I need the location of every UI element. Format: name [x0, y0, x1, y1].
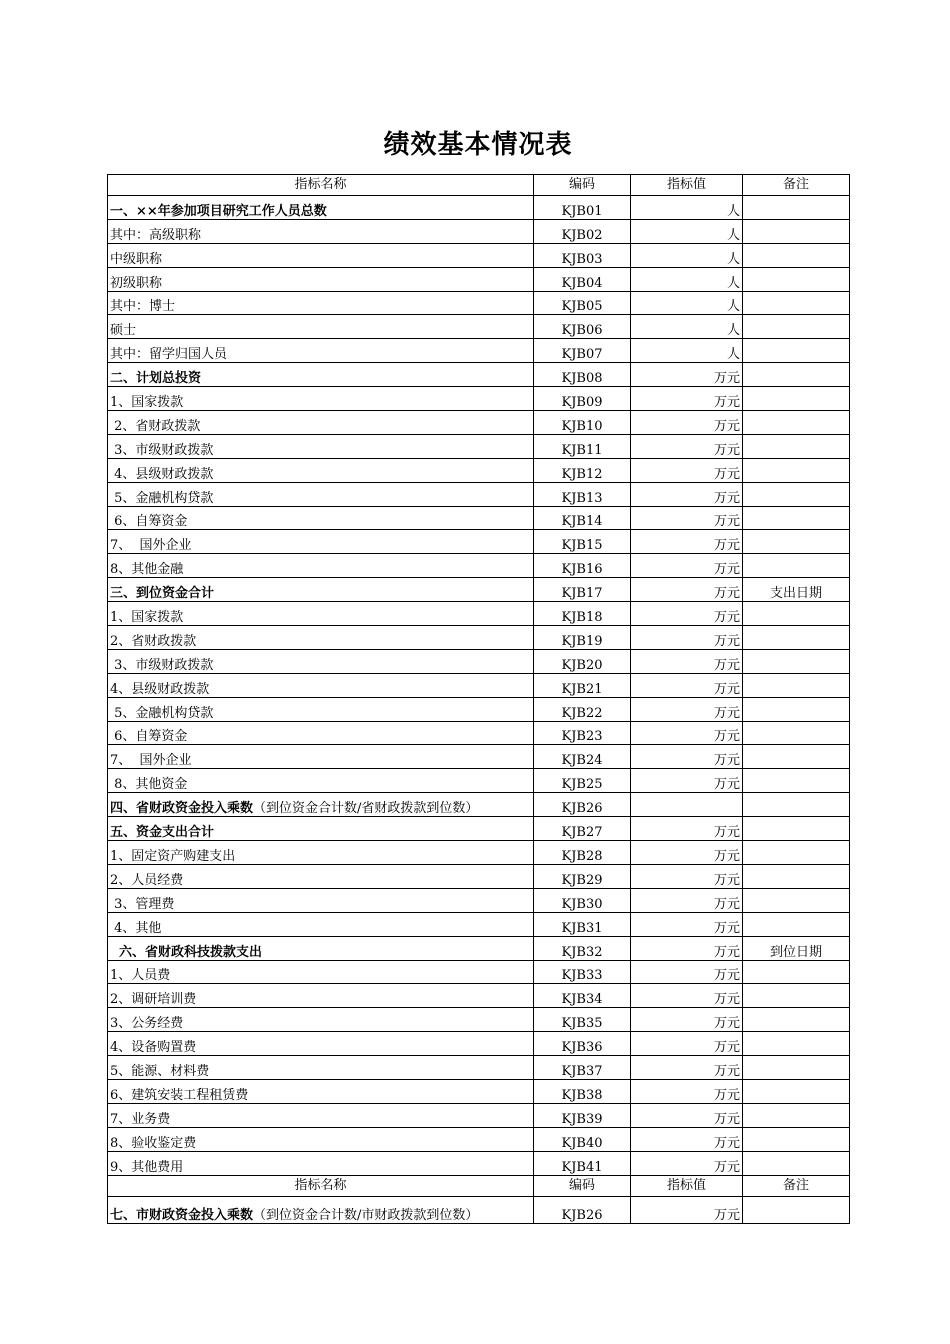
table-row: [108, 291, 850, 315]
indicator-name: [108, 1103, 534, 1127]
indicator-label: 其中：留学归国人员: [110, 347, 228, 363]
header-value: 指标值: [631, 175, 743, 196]
indicator-name: [108, 984, 534, 1008]
indicator-value[interactable]: 万元: [631, 578, 743, 602]
indicator-value[interactable]: 万元: [631, 411, 743, 435]
indicator-name: [108, 1127, 534, 1151]
table-row: [108, 315, 850, 339]
indicator-value[interactable]: 万元: [631, 673, 743, 697]
indicator-code: KJB04: [534, 267, 631, 291]
indicator-note[interactable]: [743, 793, 850, 817]
indicator-name: [108, 339, 534, 363]
indicator-value[interactable]: 万元: [631, 721, 743, 745]
indicator-value[interactable]: 万元: [631, 387, 743, 411]
indicator-label: 3、市级财政拨款: [110, 657, 214, 673]
indicator-value[interactable]: 万元: [631, 1079, 743, 1103]
table-row: [108, 339, 850, 363]
indicator-value[interactable]: 万元: [631, 888, 743, 912]
indicator-name: [108, 673, 534, 697]
indicator-value[interactable]: 万元: [631, 649, 743, 673]
indicator-value[interactable]: 万元: [631, 1151, 743, 1175]
indicator-note[interactable]: [743, 1196, 850, 1223]
indicator-code: KJB14: [534, 506, 631, 530]
indicator-name: [108, 267, 534, 291]
indicator-label: 9、其他费用: [110, 1159, 184, 1175]
indicator-name: [108, 793, 534, 817]
indicator-value[interactable]: 万元: [631, 626, 743, 650]
indicator-label: 4、县级财政拨款: [110, 681, 210, 697]
indicator-code: KJB08: [534, 363, 631, 387]
indicator-value[interactable]: 人: [631, 243, 743, 267]
indicator-value[interactable]: 万元: [631, 841, 743, 865]
indicator-value[interactable]: 万元: [631, 1196, 743, 1223]
indicator-code: KJB19: [534, 626, 631, 650]
indicator-note[interactable]: [743, 1008, 850, 1032]
indicator-note[interactable]: [743, 434, 850, 458]
indicator-label: 8、其他金融: [110, 562, 184, 578]
indicator-code: KJB25: [534, 769, 631, 793]
indicator-label: 3、市级财政拨款: [110, 442, 214, 458]
indicator-note[interactable]: [743, 411, 850, 435]
header-name: 指标名称: [108, 1175, 534, 1196]
indicator-label: 3、公务经费: [110, 1016, 184, 1032]
table-row: [108, 912, 850, 936]
indicator-note[interactable]: 支出日期: [743, 578, 850, 602]
table-row: [108, 984, 850, 1008]
indicator-note[interactable]: [743, 673, 850, 697]
indicator-code: KJB06: [534, 315, 631, 339]
indicator-label: 5、能源、材料费: [110, 1063, 210, 1079]
indicator-name: [108, 697, 534, 721]
indicator-name: [108, 315, 534, 339]
indicator-note[interactable]: [743, 888, 850, 912]
indicator-label: 1、国家拨款: [110, 395, 184, 411]
indicator-label: 二、计划总投资: [110, 371, 202, 387]
table-row: [108, 864, 850, 888]
indicator-label: 7、 国外企业: [110, 753, 192, 769]
indicator-name: [108, 578, 534, 602]
indicator-name: [108, 1196, 534, 1223]
indicator-name: [108, 745, 534, 769]
indicator-label: 四、省财政资金投入乘数: [110, 801, 254, 817]
indicator-note[interactable]: [743, 1103, 850, 1127]
indicator-note[interactable]: [743, 626, 850, 650]
indicator-value[interactable]: 人: [631, 339, 743, 363]
indicator-code: KJB05: [534, 291, 631, 315]
indicator-value[interactable]: 万元: [631, 434, 743, 458]
indicator-label: 8、验收鉴定费: [110, 1135, 197, 1151]
indicator-label: 6、建筑安装工程租赁费: [110, 1087, 249, 1103]
table-row: [108, 530, 850, 554]
indicator-value[interactable]: 万元: [631, 1127, 743, 1151]
indicator-label: 4、设备购置费: [110, 1040, 197, 1056]
indicator-code: KJB40: [534, 1127, 631, 1151]
indicator-label: 6、自筹资金: [110, 729, 188, 745]
indicator-name: [108, 912, 534, 936]
indicator-value[interactable]: 万元: [631, 554, 743, 578]
indicator-name: [108, 363, 534, 387]
indicator-note[interactable]: [743, 243, 850, 267]
indicator-note[interactable]: [743, 196, 850, 220]
indicator-code: KJB28: [534, 841, 631, 865]
table-row: [108, 769, 850, 793]
indicator-note[interactable]: [743, 482, 850, 506]
table-row: [108, 506, 850, 530]
indicator-name: [108, 936, 534, 960]
table-row: [108, 793, 850, 817]
indicator-code: KJB31: [534, 912, 631, 936]
indicator-code: KJB20: [534, 649, 631, 673]
indicator-label: 8、其他资金: [110, 777, 188, 793]
indicator-name: [108, 387, 534, 411]
indicator-note[interactable]: [743, 912, 850, 936]
indicator-note[interactable]: [743, 1151, 850, 1175]
indicator-name: [108, 602, 534, 626]
table-row: [108, 1196, 850, 1223]
indicator-value[interactable]: 万元: [631, 1032, 743, 1056]
indicator-note[interactable]: [743, 267, 850, 291]
indicator-label: 硕士: [110, 323, 137, 339]
indicator-note[interactable]: [743, 960, 850, 984]
table-row: [108, 745, 850, 769]
header-note: 备注: [743, 1175, 850, 1196]
indicator-code: KJB36: [534, 1032, 631, 1056]
table-row: [108, 458, 850, 482]
indicator-note[interactable]: [743, 864, 850, 888]
indicator-value[interactable]: 万元: [631, 506, 743, 530]
indicator-note[interactable]: [743, 339, 850, 363]
table-row: [108, 697, 850, 721]
indicator-name: [108, 817, 534, 841]
performance-table: [107, 174, 850, 1224]
indicator-label: 6、自筹资金: [110, 514, 188, 530]
table-row: [108, 936, 850, 960]
indicator-code: KJB41: [534, 1151, 631, 1175]
indicator-note[interactable]: [743, 745, 850, 769]
header-code: 编码: [534, 1175, 631, 1196]
indicator-note[interactable]: [743, 387, 850, 411]
indicator-code: KJB26: [534, 793, 631, 817]
indicator-note[interactable]: [743, 1032, 850, 1056]
table-row: [108, 434, 850, 458]
indicator-name: [108, 482, 534, 506]
table-row: [108, 721, 850, 745]
indicator-code: KJB34: [534, 984, 631, 1008]
indicator-code: KJB21: [534, 673, 631, 697]
indicator-name: [108, 506, 534, 530]
indicator-label: 2、调研培训费: [110, 992, 197, 1008]
indicator-note[interactable]: [743, 697, 850, 721]
indicator-code: KJB15: [534, 530, 631, 554]
indicator-value[interactable]: 万元: [631, 936, 743, 960]
indicator-code: KJB01: [534, 196, 631, 220]
indicator-name: [108, 434, 534, 458]
indicator-note[interactable]: [743, 769, 850, 793]
indicator-note[interactable]: [743, 602, 850, 626]
indicator-value[interactable]: 万元: [631, 960, 743, 984]
indicator-name: [108, 769, 534, 793]
indicator-code: KJB03: [534, 243, 631, 267]
indicator-label: 七、市财政资金投入乘数: [110, 1207, 254, 1223]
indicator-label: 7、业务费: [110, 1111, 171, 1127]
table-row: [108, 841, 850, 865]
table-header: [108, 175, 850, 196]
table-row: [108, 649, 850, 673]
table-row: [108, 387, 850, 411]
indicator-code: KJB37: [534, 1056, 631, 1080]
indicator-code: KJB17: [534, 578, 631, 602]
table-row: [108, 1151, 850, 1175]
indicator-label: 六、省财政科技拨款支出: [110, 944, 263, 960]
indicator-name: [108, 291, 534, 315]
indicator-code: KJB38: [534, 1079, 631, 1103]
table-row: [108, 267, 850, 291]
indicator-name: [108, 530, 534, 554]
indicator-note[interactable]: [743, 554, 850, 578]
indicator-code: KJB26: [534, 1196, 631, 1223]
header-note: 备注: [743, 175, 850, 196]
table-row: [108, 411, 850, 435]
indicator-value[interactable]: 万元: [631, 864, 743, 888]
indicator-label: 中级职称: [110, 251, 163, 267]
indicator-value[interactable]: 万元: [631, 769, 743, 793]
indicator-note[interactable]: [743, 649, 850, 673]
indicator-note[interactable]: [743, 984, 850, 1008]
indicator-code: KJB29: [534, 864, 631, 888]
indicator-formula: （到位资金合计数/市财政拨款到位数）: [253, 1207, 479, 1223]
table-header-repeat: [108, 1175, 850, 1196]
indicator-formula: （到位资金合计数/省财政拨款到位数）: [253, 801, 479, 817]
table-row: [108, 1079, 850, 1103]
table-row: [108, 1056, 850, 1080]
table-row: [108, 1103, 850, 1127]
indicator-name: [108, 1079, 534, 1103]
indicator-code: KJB10: [534, 411, 631, 435]
indicator-note[interactable]: [743, 1127, 850, 1151]
indicator-name: [108, 554, 534, 578]
indicator-name: [108, 1056, 534, 1080]
page-title: 绩效基本情况表: [383, 130, 573, 160]
indicator-value[interactable]: 万元: [631, 1008, 743, 1032]
indicator-value[interactable]: 万元: [631, 817, 743, 841]
indicator-name: [108, 864, 534, 888]
indicator-note[interactable]: [743, 1079, 850, 1103]
indicator-name: [108, 458, 534, 482]
indicator-code: KJB35: [534, 1008, 631, 1032]
indicator-label: 2、人员经费: [110, 872, 184, 888]
indicator-code: KJB33: [534, 960, 631, 984]
indicator-label: 2、省财政拨款: [110, 418, 201, 434]
indicator-name: [108, 1151, 534, 1175]
header-code: 编码: [534, 175, 631, 196]
indicator-code: KJB24: [534, 745, 631, 769]
table-row: [108, 1032, 850, 1056]
indicator-label: 5、金融机构贷款: [110, 490, 214, 506]
indicator-label: 三、到位资金合计: [110, 586, 215, 602]
indicator-note[interactable]: [743, 315, 850, 339]
indicator-note[interactable]: [743, 506, 850, 530]
indicator-value[interactable]: 万元: [631, 363, 743, 387]
indicator-label: 1、固定资产购建支出: [110, 848, 236, 864]
indicator-name: [108, 841, 534, 865]
table-row: [108, 554, 850, 578]
indicator-value[interactable]: 万元: [631, 1103, 743, 1127]
indicator-value[interactable]: 万元: [631, 984, 743, 1008]
table-row: [108, 960, 850, 984]
indicator-note[interactable]: [743, 219, 850, 243]
indicator-label: 7、 国外企业: [110, 538, 192, 554]
indicator-name: [108, 196, 534, 220]
indicator-name: [108, 1008, 534, 1032]
indicator-label: 五、资金支出合计: [110, 825, 215, 841]
indicator-code: KJB22: [534, 697, 631, 721]
table-row: [108, 817, 850, 841]
indicator-name: [108, 721, 534, 745]
indicator-code: KJB16: [534, 554, 631, 578]
indicator-note[interactable]: [743, 817, 850, 841]
indicator-name: [108, 219, 534, 243]
indicator-code: KJB13: [534, 482, 631, 506]
table-row: [108, 626, 850, 650]
table-row: [108, 482, 850, 506]
indicator-value[interactable]: 万元: [631, 745, 743, 769]
indicator-name: [108, 888, 534, 912]
table-row: [108, 363, 850, 387]
indicator-name: [108, 243, 534, 267]
header-value: 指标值: [631, 1175, 743, 1196]
indicator-name: [108, 1032, 534, 1056]
indicator-code: KJB39: [534, 1103, 631, 1127]
indicator-code: KJB07: [534, 339, 631, 363]
table-row: [108, 673, 850, 697]
indicator-code: KJB09: [534, 387, 631, 411]
indicator-note[interactable]: 到位日期: [743, 936, 850, 960]
indicator-value[interactable]: 人: [631, 219, 743, 243]
table-row: [108, 243, 850, 267]
indicator-value[interactable]: 万元: [631, 697, 743, 721]
indicator-code: KJB32: [534, 936, 631, 960]
indicator-code: KJB12: [534, 458, 631, 482]
indicator-code: KJB30: [534, 888, 631, 912]
indicator-label: 4、县级财政拨款: [110, 466, 214, 482]
table-row: [108, 196, 850, 220]
indicator-value[interactable]: [631, 793, 743, 817]
indicator-value[interactable]: 人: [631, 196, 743, 220]
indicator-label: 5、金融机构贷款: [110, 705, 214, 721]
indicator-note[interactable]: [743, 530, 850, 554]
indicator-name: [108, 960, 534, 984]
indicator-label: 一、××年参加项目研究工作人员总数: [110, 203, 327, 219]
indicator-label: 2、省财政拨款: [110, 633, 197, 649]
indicator-code: KJB02: [534, 219, 631, 243]
indicator-value[interactable]: 万元: [631, 602, 743, 626]
indicator-name: [108, 411, 534, 435]
indicator-value[interactable]: 万元: [631, 1056, 743, 1080]
indicator-note[interactable]: [743, 1056, 850, 1080]
indicator-code: KJB23: [534, 721, 631, 745]
table-row: [108, 1127, 850, 1151]
indicator-label: 3、管理费: [110, 896, 175, 912]
indicator-value[interactable]: 人: [631, 315, 743, 339]
table-row: [108, 578, 850, 602]
indicator-note[interactable]: [743, 458, 850, 482]
indicator-value[interactable]: 万元: [631, 482, 743, 506]
indicator-note[interactable]: [743, 721, 850, 745]
header-name: 指标名称: [108, 175, 534, 196]
indicator-value[interactable]: 人: [631, 267, 743, 291]
indicator-note[interactable]: [743, 291, 850, 315]
indicator-code: KJB18: [534, 602, 631, 626]
indicator-label: 其中：博士: [110, 299, 176, 315]
indicator-code: KJB27: [534, 817, 631, 841]
indicator-label: 初级职称: [110, 275, 163, 291]
table-row: [108, 1008, 850, 1032]
table-row: [108, 219, 850, 243]
indicator-value[interactable]: 万元: [631, 458, 743, 482]
indicator-code: KJB11: [534, 434, 631, 458]
indicator-label: 4、其他: [110, 920, 162, 936]
table-row: [108, 602, 850, 626]
indicator-label: 1、人员费: [110, 968, 171, 984]
indicator-note[interactable]: [743, 841, 850, 865]
indicator-name: [108, 626, 534, 650]
indicator-value[interactable]: 人: [631, 291, 743, 315]
table-row: [108, 888, 850, 912]
indicator-label: 1、国家拨款: [110, 610, 184, 626]
indicator-name: [108, 649, 534, 673]
indicator-value[interactable]: 万元: [631, 530, 743, 554]
indicator-label: 其中：高级职称: [110, 227, 202, 243]
indicator-note[interactable]: [743, 363, 850, 387]
indicator-value[interactable]: 万元: [631, 912, 743, 936]
